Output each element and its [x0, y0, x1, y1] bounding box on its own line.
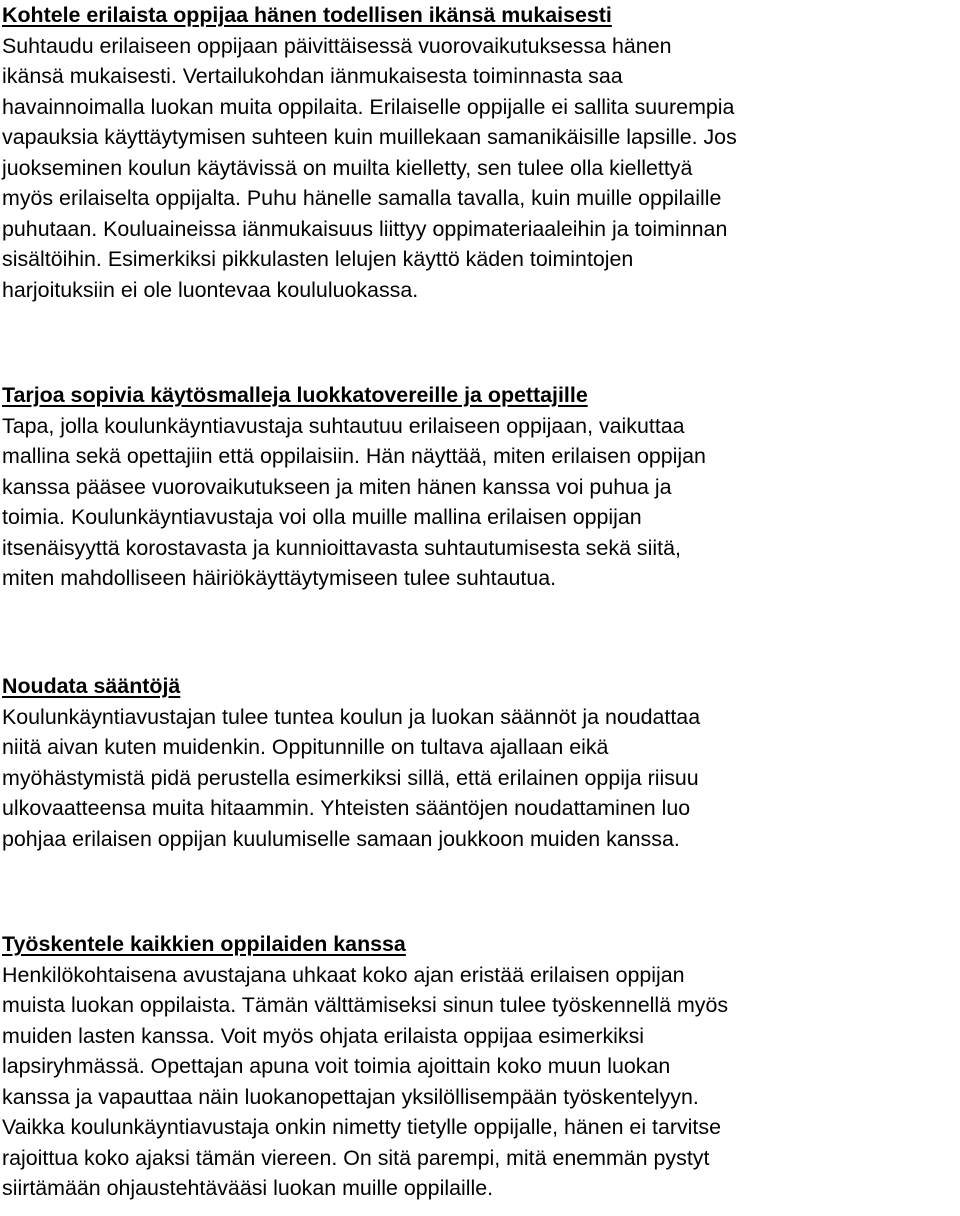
- paragraph-line: havainnoimalla luokan muita oppilaita. Erilaiselle oppijalle ei sallita suurempia: [2, 94, 735, 119]
- paragraph-line: puhutaan. Kouluaineissa iänmukaisuus liittyy oppimateriaaleihin ja toiminnan: [2, 216, 728, 241]
- paragraph-line: harjoituksiin ei ole luontevaa koululuokassa.: [2, 277, 419, 302]
- paragraph-line: niitä aivan kuten muidenkin. Oppitunnille on tultava ajallaan eikä: [2, 735, 609, 759]
- paragraph-line: sisältöihin. Esimerkiksi pikkulasten lelujen käyttö käden toimintojen: [2, 247, 634, 271]
- section-heading: Työskentele kaikkien oppilaiden kanssa: [2, 932, 406, 956]
- paragraph-line: ikänsä mukaisesti. Vertailukohdan iänmukaisesta toiminnasta saa: [2, 64, 623, 88]
- paragraph-line: myöhästymistä pidä perustella esimerkiksi sillä, että erilainen oppija riisuu: [2, 765, 699, 790]
- paragraph-line: itsenäisyyttä korostavasta ja kunnioittavasta suhtautumisesta sekä siitä,: [2, 535, 681, 560]
- paragraph-line: pohjaa erilaisen oppijan kuulumiselle samaan joukkoon muiden kanssa.: [2, 826, 680, 851]
- paragraph-line: kanssa pääsee vuorovaikutukseen ja miten hänen kanssa voi puhua ja: [2, 474, 672, 499]
- paragraph-line: mallina sekä opettajiin että oppilaisiin. Hän näyttää, miten erilaisen oppijan: [2, 444, 706, 468]
- paragraph-line: Henkilökohtaisena avustajana uhkaat koko ajan eristää erilaisen oppijan: [2, 962, 685, 987]
- paragraph-line: myös erilaiselta oppijalta. Puhu hänelle samalla tavalla, kuin muille oppilaille: [2, 186, 722, 210]
- paragraph-line: toimia. Koulunkäyntiavustaja voi olla muille mallina erilaisen oppijan: [2, 505, 642, 529]
- paragraph-line: kanssa ja vapauttaa näin luokanopettajan yksilöllisempään työskentelyyn.: [2, 1084, 699, 1109]
- paragraph-line: siirtämään ohjaustehtävääsi luokan muille oppilaille.: [2, 1176, 494, 1200]
- paragraph-line: Suhtaudu erilaiseen oppijaan päivittäisessä vuorovaikutuksessa hänen: [2, 33, 672, 58]
- section-work-with-all: [2, 929, 952, 1204]
- section-heading: Kohtele erilaista oppijaa hänen todellisen ikänsä mukaisesti: [2, 3, 612, 27]
- section-heading: Noudata sääntöjä: [2, 674, 181, 698]
- section-behaviour-models: [2, 380, 952, 594]
- paragraph-line: muista luokan oppilaista. Tämän välttämiseksi sinun tulee työskennellä myös: [2, 993, 729, 1017]
- paragraph-line: Vaikka koulunkäyntiavustaja onkin nimetty tietylle oppijalle, hänen ei tarvitse: [2, 1115, 721, 1139]
- paragraph-line: Tapa, jolla koulunkäyntiavustaja suhtautuu erilaiseen oppijaan, vaikuttaa: [2, 413, 685, 438]
- section-treat-by-age: [2, 0, 952, 305]
- paragraph-line: juokseminen koulun käytävissä on muilta kielletty, sen tulee olla kiellettyä: [2, 155, 693, 180]
- paragraph-line: lapsiryhmässä. Opettajan apuna voit toimia ajoittain koko muun luokan: [2, 1054, 671, 1078]
- paragraph-line: vapauksia käyttäytymisen suhteen kuin muillekaan samanikäisille lapsille. Jos: [2, 125, 737, 149]
- paragraph-line: rajoittua koko ajaksi tämän viereen. On sitä parempi, mitä enemmän pystyt: [2, 1145, 710, 1170]
- paragraph-line: muiden lasten kanssa. Voit myös ohjata erilaista oppijaa esimerkiksi: [2, 1023, 645, 1048]
- section-heading: Tarjoa sopivia käytösmalleja luokkatovereille ja opettajille: [2, 383, 588, 407]
- paragraph-line: ulkovaatteensa muita hitaammin. Yhteisten sääntöjen noudattaminen luo: [2, 796, 691, 820]
- paragraph-line: Koulunkäyntiavustajan tulee tuntea koulun ja luokan säännöt ja noudattaa: [2, 704, 701, 729]
- paragraph-line: miten mahdolliseen häiriökäyttäytymiseen tulee suhtautua.: [2, 566, 557, 590]
- section-follow-rules: [2, 671, 952, 854]
